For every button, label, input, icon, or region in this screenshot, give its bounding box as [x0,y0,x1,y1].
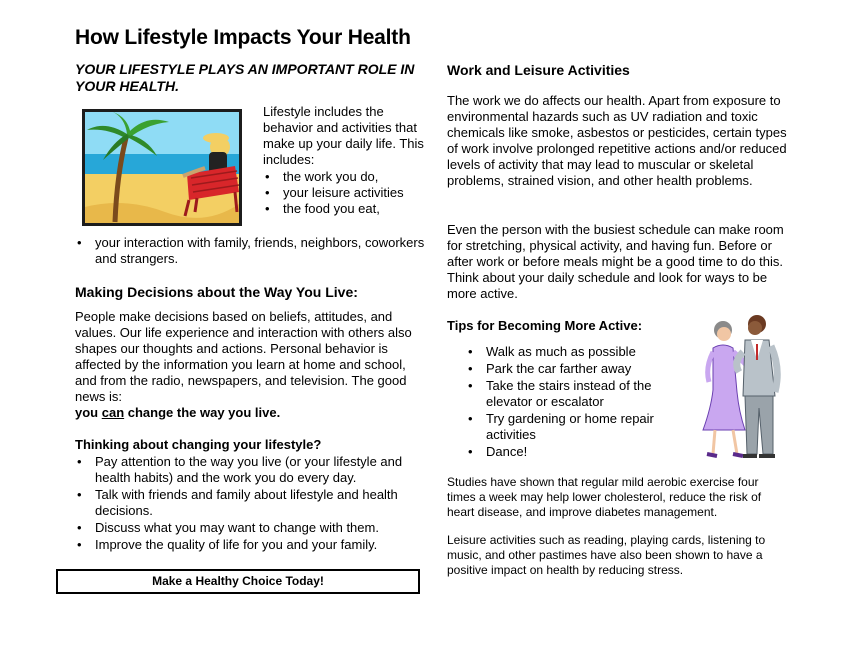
decisions-paragraph [75,309,420,421]
list-item: • Walk as much as possible [466,344,666,360]
list-item: • Pay attention to the way you live (or your lifestyle and health habits) and the work you do every day. [75,454,420,486]
work-heading: Work and Leisure Activities [447,62,630,78]
good-news-line [75,405,280,420]
intro-list [263,169,423,217]
intro-list-continued [75,235,425,267]
dancing-couple-clipart [693,312,785,464]
list-item: • the work you do, [263,169,423,185]
list-item: • your interaction with family, friends, neighbors, coworkers and strangers. [75,235,425,267]
subtitle: YOUR LIFESTYLE PLAYS AN IMPORTANT ROLE IN YOUR HEALTH. [75,61,415,94]
good-news-prefix: you [75,405,102,420]
work-paragraph-1: The work we do affects our health. Apart from exposure to environmental hazards such as UV radiation and toxic chemicals like smoke, asbestos or pesticides, certain types of work involve prolonged repetitive actions and/or reduced levels of activity that may lead to muscular or skeletal problems, strained vision, and other health problems. [447,93,787,188]
work-paragraph-2: Even the person with the busiest schedule can make room for stretching, physical activity, and having fun. Before or after work or before meals might be a good time to do this. Think about your daily schedule and look for ways to be more active. [447,222,784,301]
tips-heading: Tips for Becoming More Active: [447,318,643,333]
page-title: How Lifestyle Impacts Your Health [75,26,411,49]
leisure-paragraph: Leisure activities such as reading, playing cards, listening to music, and other pastimes have also been shown to have a positive impact on health by reducing stress. [447,533,766,577]
thinking-heading: Thinking about changing your lifestyle? [75,437,322,452]
beach-chair-clipart [82,109,242,226]
good-news-can: can [101,405,125,420]
list-item: • Improve the quality of life for you and your family. [75,537,420,553]
healthy-choice-box: Make a Healthy Choice Today! [56,569,420,594]
tips-list [466,344,666,461]
list-item: • your leisure activities [263,185,423,201]
list-item: • Talk with friends and family about lifestyle and health decisions. [75,487,420,519]
decisions-heading: Making Decisions about the Way You Live: [75,284,358,300]
thinking-list [75,454,420,554]
list-item: • Try gardening or home repair activities [466,411,666,443]
studies-paragraph: Studies have shown that regular mild aerobic exercise four times a week may help lower cholesterol, reduce the risk of heart disease, and improve diabetes management. [447,475,762,519]
list-item: • the food you eat, [263,201,423,217]
intro-text: Lifestyle includes the behavior and activities that make up your daily life. This includes: [263,104,424,167]
list-item: • Discuss what you may want to change with them. [75,520,420,536]
decisions-text: People make decisions based on beliefs, attitudes, and values. Our life experience and interaction with others also shapes our thoughts and actions. Personal behavior is affected by the information you learn at home and school, and from the radio, newspapers, and television. The good news is: [75,309,412,404]
list-item: • Park the car farther away [466,361,666,377]
list-item: • Take the stairs instead of the elevator or escalator [466,378,666,410]
good-news-suffix: change the way you live. [124,405,281,420]
list-item: • Dance! [466,444,666,460]
